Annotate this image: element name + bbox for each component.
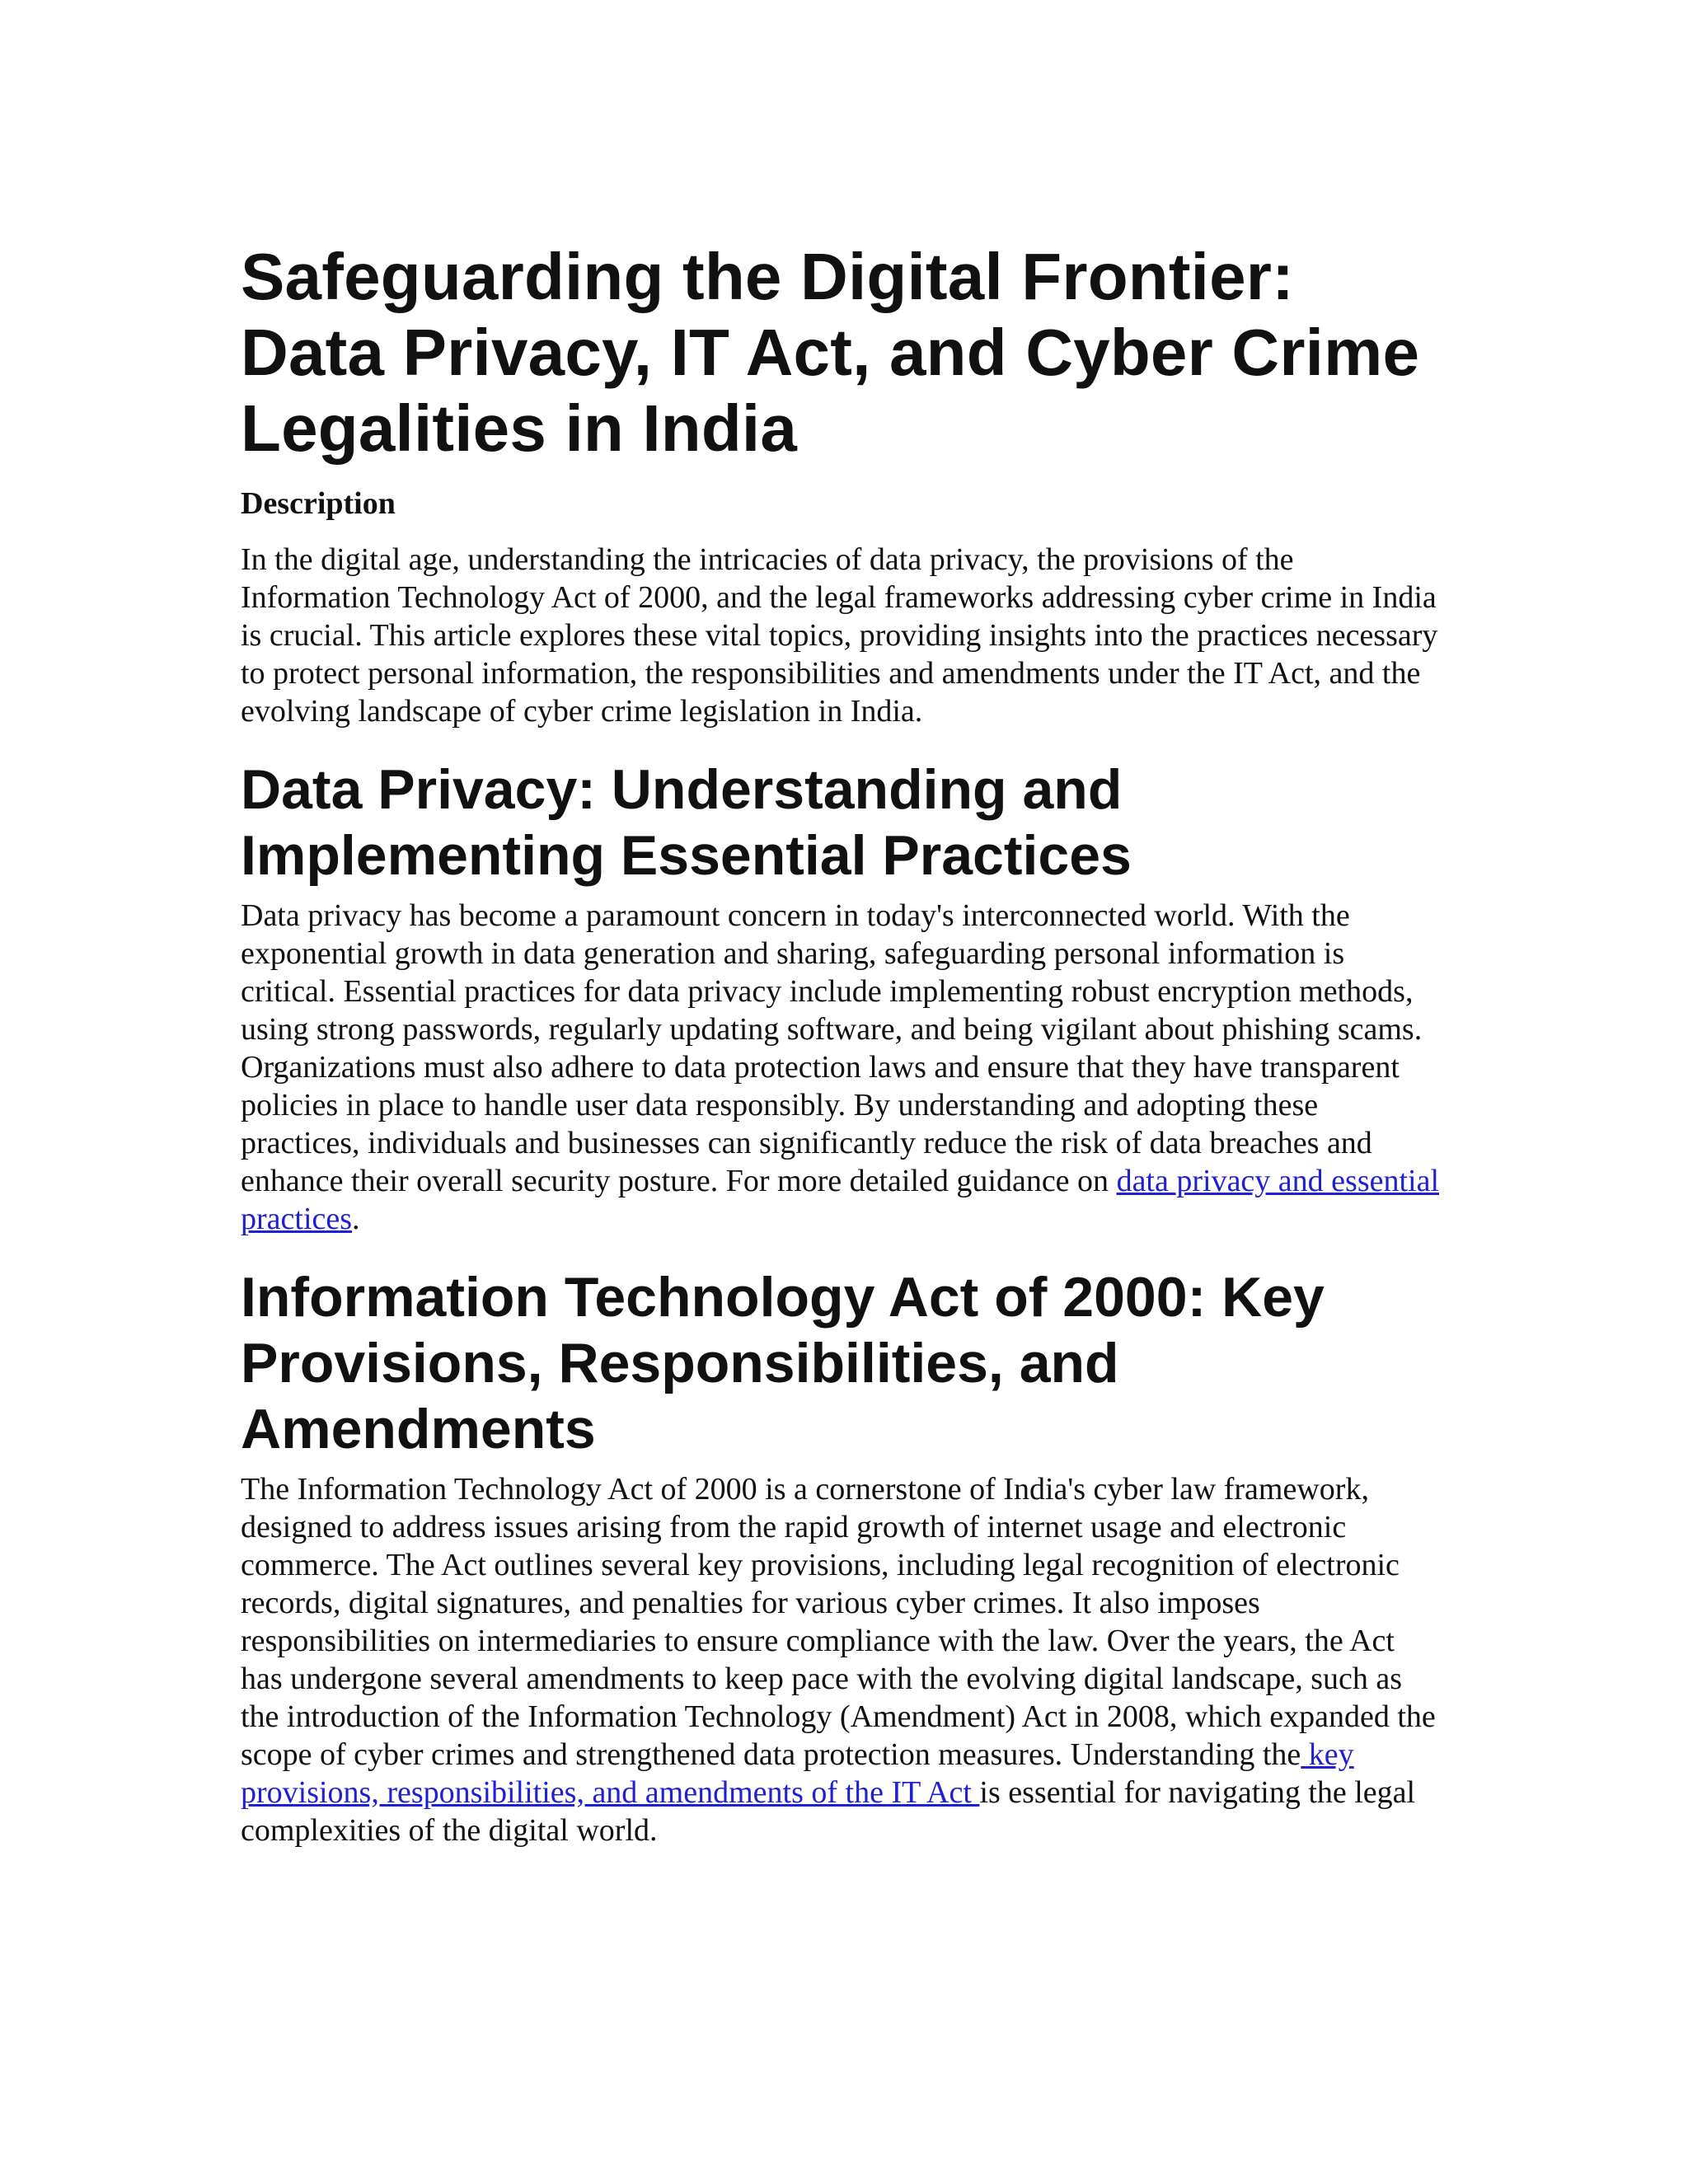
section-paragraph-it-act (241, 1470, 1444, 1849)
article-title: Safeguarding the Digital Frontier: Data Privacy, IT Act, and Cyber Crime Legalities in India (241, 240, 1420, 465)
paragraph-text-end: . (352, 1202, 360, 1236)
paragraph-text: Data privacy has become a paramount concern in today's interconnected world. With the exponential growth in data generation and sharing, safeguarding personal information is critical. Essential practices for data privacy include implementing robust encryption methods, using strong passwords, regularly updating software, and being vigilant about phishing scams. Organizations must also adhere to data protection laws and ensure that they have transparent policies in place to handle user data responsibly. By understanding and adopting these practices, individuals and businesses can significantly reduce the risk of data breaches and enhance their overall security posture. For more detailed guidance on (241, 898, 1423, 1198)
description-label: Description (241, 486, 396, 521)
data-privacy-link[interactable]: data privacy and essential practices (241, 1164, 1440, 1236)
section-data-privacy (241, 757, 1444, 1238)
section-paragraph-data-privacy (241, 897, 1444, 1238)
description-paragraph: In the digital age, understanding the intricacies of data privacy, the provisions of the Information Technology Act of 2000, and the legal frameworks addressing cyber crime in India is crucial. This article explores these vital topics, providing insights into the practices necessary to protect personal information, the responsibilities and amendments under the IT Act, and the evolving landscape of cyber crime legislation in India. (241, 542, 1438, 729)
section-it-act (241, 1264, 1444, 1849)
section-heading-it-act: Information Technology Act of 2000: Key Provisions, Responsibilities, and Amendments (241, 1266, 1325, 1460)
it-act-link[interactable]: key provisions, responsibilities, and amendments of the IT Act (241, 1737, 1354, 1810)
paragraph-text-end: is essential for navigating the legal complexities of the digital world. (241, 1775, 1416, 1848)
paragraph-text: The Information Technology Act of 2000 is a cornerstone of India's cyber law framework, designed to address issues arising from the rapid growth of internet usage and electronic commerce. The Act outlines several key provisions, including legal recognition of electronic records, digital signatures, and penalties for various cyber crimes. It also imposes responsibilities on intermediaries to ensure compliance with the law. Over the years, the Act has undergone several amendments to keep pace with the evolving digital landscape, such as the introduction of the Information Technology (Amendment) Act in 2008, which expanded the scope of cyber crimes and strengthened data protection measures. Understanding the (241, 1472, 1436, 1772)
document-page (241, 239, 1444, 1849)
section-heading-data-privacy: Data Privacy: Understanding and Implementing Essential Practices (241, 758, 1132, 887)
